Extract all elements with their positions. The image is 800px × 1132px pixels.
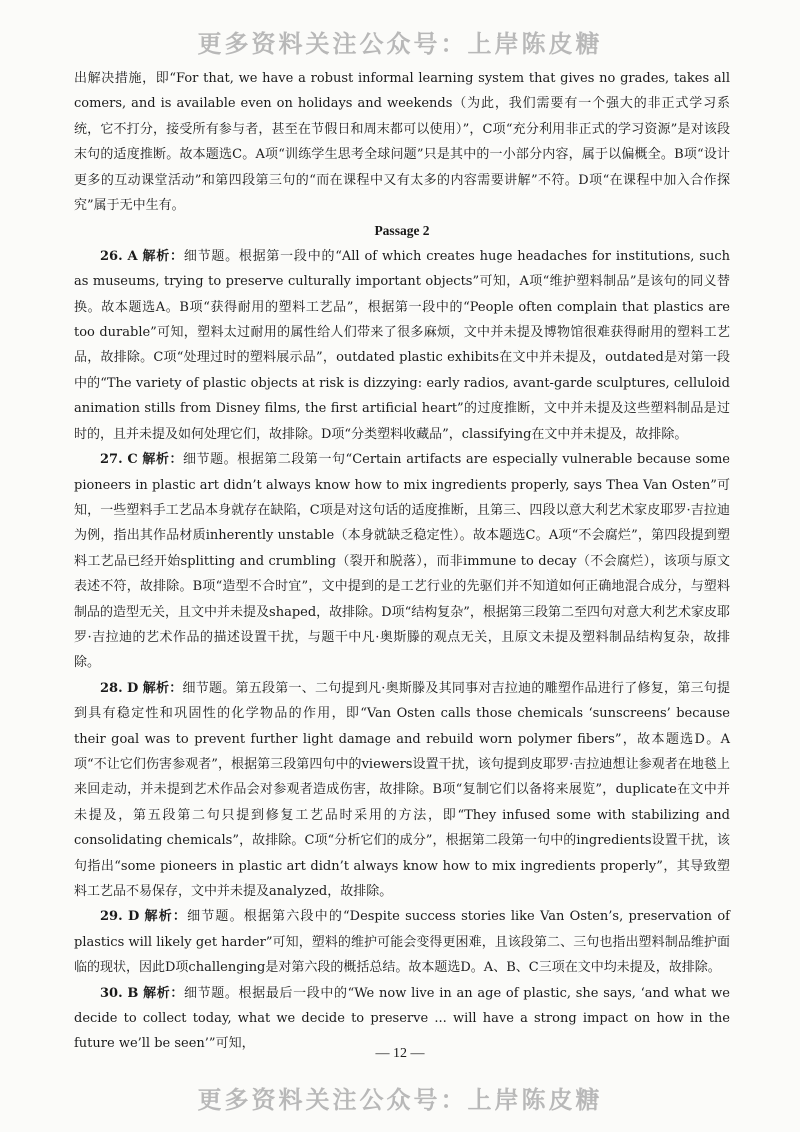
answer-text: 细节题。第五段第一、二句提到凡·奥斯滕及其同事对吉拉迪的雕塑作品进行了修复，第三句提到具有稳定性和巩固性的化学物品的作用，即“Van Osten calls those chemicals ‘sunscreens’ because their goal was to prevent further light damage and rebuild worn polymer fibers”，故本题选D。A项“不让它们伤害参观者”，根据第三段第四句中的viewers设置干扰，该句提到皮耶罗·吉拉迪想让参观者在地毯上来回走动，并未提到艺术作品会对参观者造成伤害，故排除。B项“复制它们以备将来展览”，duplicate在文中并未提及，第五段第二句只提到修复工艺品时采用的方法，即“They infused some with stabilizing and consolidating chemicals”，故排除。C项“分析它们的成分”，根据第二段第一句中的ingredients设置干扰，该句指出“some pioneers in plastic art didn’t always know how to mix ingredients properly”，其导致塑料工艺品不易保存，文中并未提及analyzed，故排除。 xyxy=(74,680,730,899)
answer-text: 细节题。根据最后一段中的“We now live in an age of plastic, she says, ‘and what we decide to collect today, what we decide to preserve ... will have a strong impact on how in the future we’ll be seen’”可知， xyxy=(74,985,730,1052)
answer-27 xyxy=(74,447,730,676)
answer-number: 29. xyxy=(100,909,123,925)
answer-tag: 解析： xyxy=(142,248,184,264)
answer-26 xyxy=(74,244,730,447)
answer-text: 细节题。根据第六段中的“Despite success stories like Van Osten’s, preservation of plastics will likely get harder”可知，塑料的维护可能会变得更困难，且该段第二、三句也指出塑料制品维护面临的现状，因此D项challenging是对第六段的概括总结。故本题选D。A、B、C三项在文中均未提及，故排除。 xyxy=(74,909,730,976)
answer-29 xyxy=(74,904,730,980)
answer-text: 细节题。根据第二段第一句“Certain artifacts are especially vulnerable because some pioneers in plastic art didn’t always know how to mix ingredients properly, says Thea Van Osten”可知，一些塑料手工艺品本身就存在缺陷，C项是对这句话的适度推断，且第三、四段以意大利艺术家皮耶罗·吉拉迪为例，指出其作品材质inherently unstable（本身就缺乏稳定性）。故本题选C。A项“不会腐烂”，第四段提到塑料工艺品已经开始splitting and crumbling（裂开和脱落），而非immune to decay（不会腐烂），该项与原文表述不符，故排除。B项“造型不合时宜”，文中提到的是工艺行业的先驱们并不知道如何正确地混合成分，与塑料制品的造型无关，且文中并未提及shaped，故排除。D项“结构复杂”，根据第三段第二至四句对意大利艺术家皮耶罗·吉拉迪的艺术作品的描述设置干扰，与题干中凡·奥斯滕的观点无关，且原文未提及塑料制品结构复杂，故排除。 xyxy=(74,452,730,671)
answer-tag: 解析： xyxy=(142,680,183,696)
answer-letter: A xyxy=(127,248,138,264)
passage-title: Passage 2 xyxy=(374,223,430,239)
document-body xyxy=(74,66,730,1057)
answer-number: 26. xyxy=(100,248,123,264)
watermark-top: 更多资料关注公众号：上岸陈皮糖 xyxy=(197,30,603,58)
answer-letter: D xyxy=(127,909,140,925)
answer-number: 27. xyxy=(100,452,123,468)
answer-28 xyxy=(74,676,730,905)
answer-letter: D xyxy=(127,680,139,696)
answer-letter: B xyxy=(127,985,139,1001)
answer-number: 30. xyxy=(100,985,123,1001)
answer-number: 28. xyxy=(100,680,123,696)
answer-letter: C xyxy=(127,452,138,468)
intro-paragraph: 出解决措施，即“For that, we have a robust informal learning system that gives no grades, takes all comers, and is available even on holidays and weekends（为此，我们需要有一个强大的非正式学习系统，它不打分，接受所有参与者，甚至在节假日和周末都可以使用）”，C项“充分利用非正式的学习资源”是对该段末句的适度推断。故本题选C。A项“训练学生思考全球问题”只是其中的一小部分内容，属于以偏概全。B项“设计更多的互动课堂活动”和第四段第三句的“而在课程中又有太多的内容需要讲解”不符。D项“在课程中加入合作探究”属于无中生有。 xyxy=(74,71,730,214)
page-number: — 12 — xyxy=(375,1046,425,1061)
answer-tag: 解析： xyxy=(144,909,188,925)
watermark-bottom: 更多资料关注公众号：上岸陈皮糖 xyxy=(197,1086,603,1114)
answer-tag: 解析： xyxy=(142,452,183,468)
answer-text: 细节题。根据第一段中的“All of which creates huge headaches for institutions, such as museums, trying to preserve culturally important objects”可知，A项“维护塑料制品”是该句的同义替换。故本题选A。B项“获得耐用的塑料工艺品”，根据第一段中的“People often complain that plastics are too durable”可知，塑料太过耐用的属性给人们带来了很多麻烦，文中并未提及博物馆很难获得耐用的塑料工艺品，故排除。C项“处理过时的塑料展示品”，outdated plastic exhibits在文中并未提及，outdated是对第一段中的“The variety of plastic objects at risk is dizzying: early radios, avant-garde sculptures, celluloid animation stills from Disney films, the first artificial heart”的过度推断，文中并未提及这些塑料制品是过时的，且并未提及如何处理它们，故排除。D项“分类塑料收藏品”，classifying在文中并未提及，故排除。 xyxy=(74,248,730,442)
answer-tag: 解析： xyxy=(143,985,185,1001)
